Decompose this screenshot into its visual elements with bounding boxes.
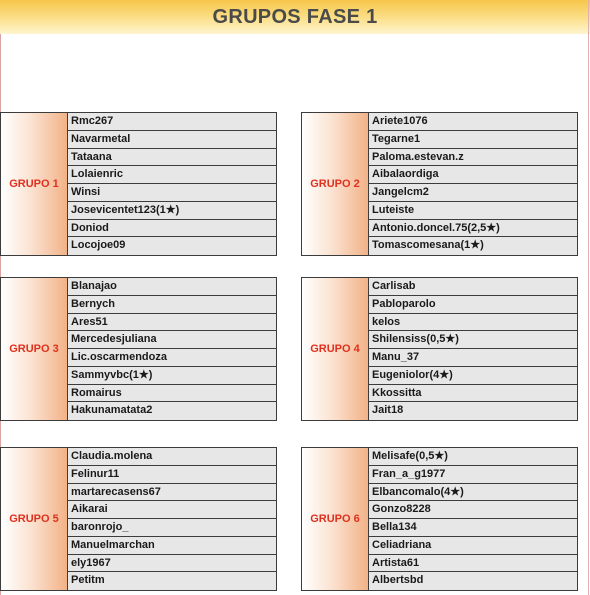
- member-cell: Josevicentet123(1★): [68, 202, 276, 220]
- member-cell: Carlisab: [369, 278, 577, 296]
- member-cell: Tomascomesana(1★): [369, 237, 577, 255]
- group-label: GRUPO 2: [302, 113, 369, 255]
- page-title: GRUPOS FASE 1: [212, 5, 378, 28]
- title-bar: [0, 0, 590, 34]
- member-cell: Lic.oscarmendoza: [68, 349, 276, 367]
- member-cell: Lolaienric: [68, 166, 276, 184]
- member-cell: Artista61: [369, 555, 577, 573]
- group-6-box: [301, 447, 578, 591]
- member-cell: Ariete1076: [369, 113, 577, 131]
- group-5-box: [0, 447, 277, 591]
- member-cell: Manuelmarchan: [68, 537, 276, 555]
- member-cell: Tegarne1: [369, 131, 577, 149]
- member-cell: Antonio.doncel.75(2,5★): [369, 220, 577, 238]
- group-3-box: [0, 277, 277, 421]
- member-cell: Gonzo8228: [369, 501, 577, 519]
- member-cell: Doniod: [68, 220, 276, 238]
- member-list: [369, 278, 577, 420]
- group-2-box: [301, 112, 578, 256]
- member-cell: Melisafe(0,5★): [369, 448, 577, 466]
- group-label: GRUPO 4: [302, 278, 369, 420]
- member-cell: Claudia.molena: [68, 448, 276, 466]
- member-list: [369, 448, 577, 590]
- member-cell: Ares51: [68, 314, 276, 332]
- member-cell: Felinur11: [68, 466, 276, 484]
- member-cell: Hakunamatata2: [68, 402, 276, 420]
- member-cell: Manu_37: [369, 349, 577, 367]
- member-cell: Sammyvbc(1★): [68, 367, 276, 385]
- group-1-box: [0, 112, 277, 256]
- member-cell: kelos: [369, 314, 577, 332]
- member-cell: Locojoe09: [68, 237, 276, 255]
- member-cell: Aibalaordiga: [369, 166, 577, 184]
- member-cell: Albertsbd: [369, 572, 577, 590]
- member-cell: Elbancomalo(4★): [369, 484, 577, 502]
- member-cell: Aikarai: [68, 501, 276, 519]
- member-cell: martarecasens67: [68, 484, 276, 502]
- member-cell: Fran_a_g1977: [369, 466, 577, 484]
- member-cell: Jangelcm2: [369, 184, 577, 202]
- member-list: [68, 278, 276, 420]
- member-list: [369, 113, 577, 255]
- member-cell: Blanajao: [68, 278, 276, 296]
- member-cell: baronrojo_: [68, 519, 276, 537]
- member-cell: Kkossitta: [369, 385, 577, 403]
- member-cell: Rmc267: [68, 113, 276, 131]
- member-cell: Bella134: [369, 519, 577, 537]
- member-cell: Eugeniolor(4★): [369, 367, 577, 385]
- member-cell: Jait18: [369, 402, 577, 420]
- member-list: [68, 448, 276, 590]
- group-4-box: [301, 277, 578, 421]
- group-label: GRUPO 6: [302, 448, 369, 590]
- member-cell: Bernych: [68, 296, 276, 314]
- group-label: GRUPO 1: [1, 113, 68, 255]
- member-cell: Petitm: [68, 572, 276, 590]
- member-cell: Navarmetal: [68, 131, 276, 149]
- member-cell: Romairus: [68, 385, 276, 403]
- member-cell: Winsi: [68, 184, 276, 202]
- member-cell: ely1967: [68, 555, 276, 573]
- member-cell: Tataana: [68, 149, 276, 167]
- group-label: GRUPO 3: [1, 278, 68, 420]
- member-cell: Luteiste: [369, 202, 577, 220]
- member-cell: Mercedesjuliana: [68, 331, 276, 349]
- group-label: GRUPO 5: [1, 448, 68, 590]
- member-list: [68, 113, 276, 255]
- member-cell: Paloma.estevan.z: [369, 149, 577, 167]
- right-border-line: [588, 0, 589, 595]
- member-cell: Celiadriana: [369, 537, 577, 555]
- member-cell: Pabloparolo: [369, 296, 577, 314]
- member-cell: Shilensiss(0,5★): [369, 331, 577, 349]
